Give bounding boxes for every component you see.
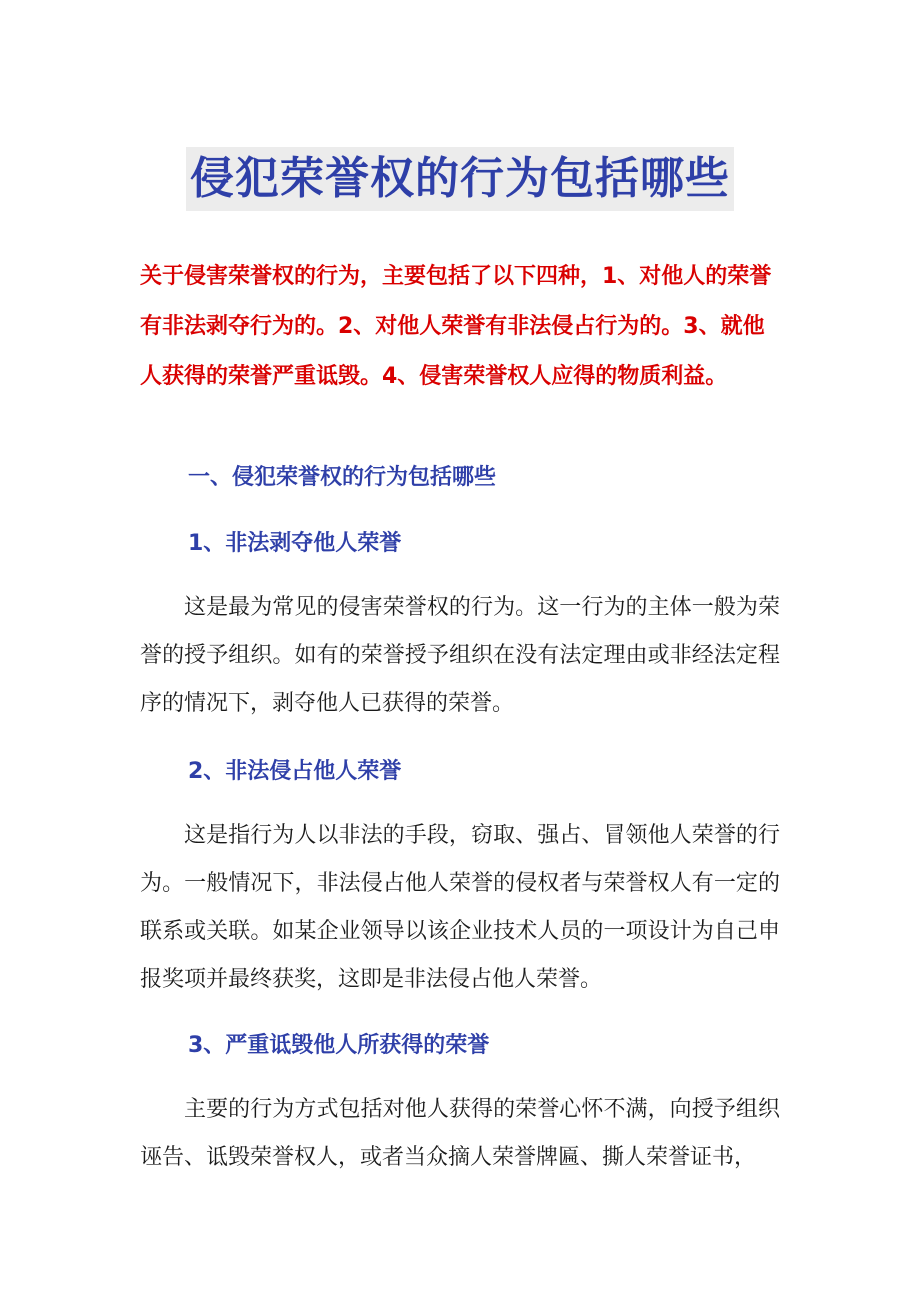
- item-paragraph-2: 这是指行为人以非法的手段，窃取、强占、冒领他人荣誉的行为。一般情况下，非法侵占他人荣誉的侵权者与荣誉权人有一定的联系或关联。如某企业领导以该企业技术人员的一项设计为自己申报奖项并最终获奖，这即是非法侵占他人荣誉。: [140, 823, 780, 992]
- document-title: 侵犯荣誉权的行为包括哪些: [186, 147, 734, 211]
- item-paragraph-3: 主要的行为方式包括对他人获得的荣誉心怀不满，向授予组织诬告、诋毁荣誉权人，或者当众摘人荣誉牌匾、撕人荣誉证书，: [140, 1097, 780, 1170]
- summary-paragraph: 关于侵害荣誉权的行为，主要包括了以下四种，1、对他人的荣誉有非法剥夺行为的。2、对他人荣誉有非法侵占行为的。3、就他人获得的荣誉严重诋毁。4、侵害荣誉权人应得的物质利益。: [140, 264, 772, 389]
- item-heading-2: 2、非法侵占他人荣誉: [188, 759, 402, 784]
- item-heading-3: 3、严重诋毁他人所获得的荣誉: [188, 1033, 490, 1058]
- title-wrap: [0, 118, 920, 241]
- section-heading: 一、侵犯荣誉权的行为包括哪些: [188, 465, 497, 490]
- item-paragraph-1: 这是最为常见的侵害荣誉权的行为。这一行为的主体一般为荣誉的授予组织。如有的荣誉授予组织在没有法定理由或非经法定程序的情况下，剥夺他人已获得的荣誉。: [140, 595, 780, 716]
- item-heading-1: 1、非法剥夺他人荣誉: [188, 531, 402, 556]
